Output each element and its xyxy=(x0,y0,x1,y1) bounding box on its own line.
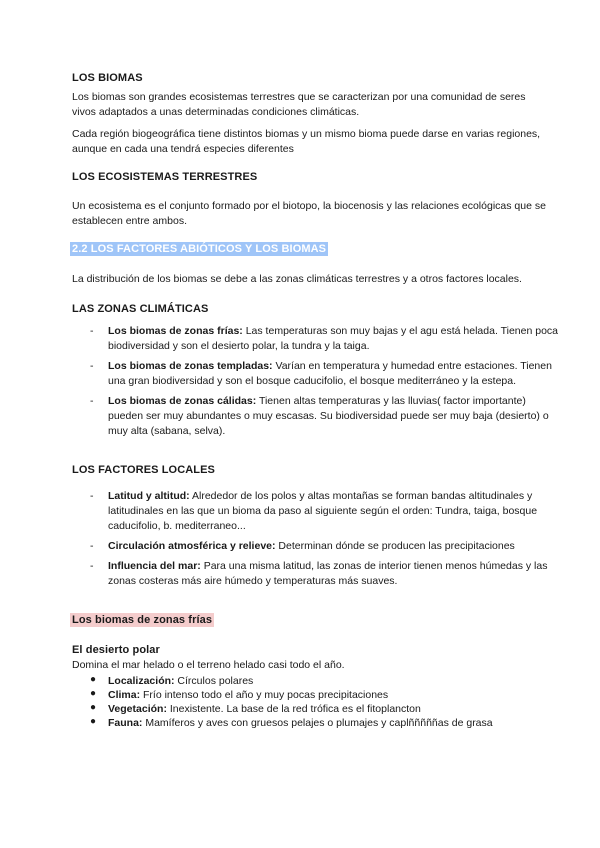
dash-marker: - xyxy=(90,540,94,552)
bullet-marker: ● xyxy=(90,716,97,727)
item-label: Vegetación: xyxy=(108,703,167,715)
dash-marker: - xyxy=(90,325,94,337)
item-label: Clima: xyxy=(108,689,141,701)
dash-marker: - xyxy=(90,360,94,372)
item-label: Los biomas de zonas templadas: xyxy=(108,360,273,372)
paragraph-desierto-polar: Domina el mar helado o el terreno helado casi todo el año. xyxy=(72,659,345,671)
item-text: Frío intenso todo el año y muy pocas precipitaciones xyxy=(140,689,389,701)
item-label: Circulación atmosférica y relieve: xyxy=(108,540,276,552)
dash-marker: - xyxy=(90,560,94,572)
item-label: Los biomas de zonas cálidas: xyxy=(108,395,257,407)
section-heading-factores-abioticos xyxy=(70,243,328,255)
item-text: Inexistente. La base de la red trófica es el fitoplancton xyxy=(166,703,421,715)
item-label: Latitud y altitud: xyxy=(108,490,190,502)
list-item xyxy=(90,716,560,730)
item-text: Para una misma latitud, las zonas de interior tienen menos húmedas y las zonas costeras más aire húmedo y temperaturas más suaves. xyxy=(108,560,548,587)
item-label: Fauna: xyxy=(108,717,143,729)
list-item xyxy=(90,324,560,354)
paragraph-distribucion: La distribución de los biomas se debe a las zonas climáticas terrestres y a otros factores locales. xyxy=(72,273,522,285)
list-item xyxy=(90,688,560,702)
list-item xyxy=(90,674,560,688)
section-heading-zonas-climaticas: LAS ZONAS CLIMÁTICAS xyxy=(72,303,209,315)
item-text: Mamíferos y aves con gruesos pelajes o plumajes y caplñññññas de grasa xyxy=(142,717,493,729)
paragraph-biomas-regions: Cada región biogeográfica tiene distintos biomas y un mismo bioma puede darse en varias regiones, aunque en cada una tendrá especies diferentes xyxy=(72,128,541,155)
bullet-marker: ● xyxy=(90,702,97,713)
list-item xyxy=(90,394,560,439)
list-item xyxy=(90,702,560,716)
item-text: Círculos polares xyxy=(174,675,254,687)
section-heading-zonas-frias xyxy=(70,614,214,626)
highlighted-heading-text: 2.2 LOS FACTORES ABIÓTICOS Y LOS BIOMAS xyxy=(72,243,327,255)
section-heading-ecosistemas: LOS ECOSISTEMAS TERRESTRES xyxy=(72,171,258,183)
item-text: Tienen altas temperaturas y las lluvias( factor importante) pueden ser muy abundantes o muy escasas. Su biodiversidad puede ser muy baja (desierto) o muy alta (sabana, selva). xyxy=(108,395,549,437)
paragraph-biomas-definition: Los biomas son grandes ecosistemas terrestres que se caracterizan por una comunidad de seres vivos adaptados a unas determinadas condiciones climáticas. xyxy=(72,91,526,118)
list-item xyxy=(90,359,560,389)
item-text: Alrededor de los polos y altas montañas se forman bandas altitudinales y latitudinales en las que un bioma da paso al siguiente según el orden: Tundra, taiga, bosque caducifolio, b. mediterraneo... xyxy=(108,490,538,532)
bullet-marker: ● xyxy=(90,674,97,685)
zonas-climaticas-list xyxy=(90,324,560,444)
highlighted-heading-text: Los biomas de zonas frías xyxy=(72,614,213,626)
item-label: Los biomas de zonas frías: xyxy=(108,325,243,337)
bullet-marker: ● xyxy=(90,688,97,699)
dash-marker: - xyxy=(90,395,94,407)
section-heading-factores-locales: LOS FACTORES LOCALES xyxy=(72,464,215,476)
item-label: Localización: xyxy=(108,675,175,687)
factores-locales-list xyxy=(90,489,560,594)
section-heading-biomas: LOS BIOMAS xyxy=(72,72,143,84)
list-item xyxy=(90,559,560,589)
list-item xyxy=(90,489,560,534)
item-text: Determinan dónde se producen las precipitaciones xyxy=(275,540,515,552)
subheading-desierto-polar: El desierto polar xyxy=(72,644,160,656)
desierto-polar-list xyxy=(90,674,560,730)
item-text: Varían en temperatura y humedad entre estaciones. Tienen una gran biodiversidad y son el bosque caducifolio, el bosque mediterráneo y la estepa. xyxy=(108,360,552,387)
item-label: Influencia del mar: xyxy=(108,560,201,572)
item-text: Las temperaturas son muy bajas y el agu está helada. Tienen poca biodiversidad y son el desierto polar, la tundra y la taiga. xyxy=(108,325,558,352)
paragraph-ecosistema-definition: Un ecosistema es el conjunto formado por el biotopo, la biocenosis y las relaciones ecológicas que se establecen entre ambos. xyxy=(72,200,546,227)
dash-marker: - xyxy=(90,490,94,502)
list-item xyxy=(90,539,560,554)
